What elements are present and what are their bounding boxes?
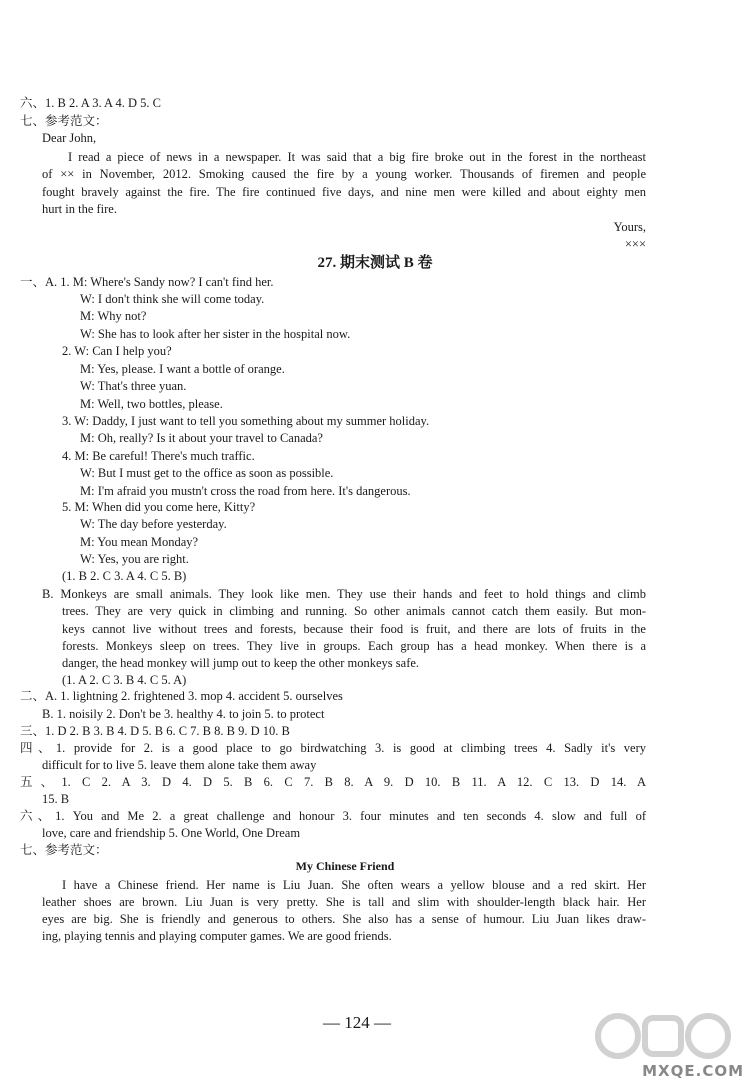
section-7-heading: 七、参考范文： — [20, 843, 108, 857]
dialogue-line: W: I don't think she will come today. — [80, 292, 265, 306]
passage-line: keys cannot live without trees and forests, because their food is fruit, and there are lots of fruits in the — [62, 622, 646, 636]
dialogue-line: M: Yes, please. I want a bottle of orange. — [80, 362, 285, 376]
dialogue-line: W: She has to look after her sister in the hospital now. — [80, 327, 351, 341]
dialogue-line: M: Well, two bottles, please. — [80, 397, 223, 411]
essay-title: My Chinese Friend — [295, 859, 395, 873]
answer-key: (1. A 2. C 3. B 4. C 5. A) — [62, 673, 187, 687]
passage-line: forests. Monkeys sleep on trees. They live in groups. Each group has a head monkey. When there is a — [62, 639, 646, 653]
section-7-heading: 七、参考范文： — [20, 114, 108, 128]
answer-line: 四、1. provide for 2. is a good place to go birdwatching 3. is good at climbing trees 4. Sadly it's very — [20, 741, 646, 755]
answer-line: 15. B — [42, 792, 70, 806]
dialogue-line: 5. M: When did you come here, Kitty? — [62, 500, 256, 514]
answer-line: 三、1. D 2. B 3. B 4. D 5. B 6. C 7. B 8. B 9. D 10. B — [20, 724, 290, 738]
letter-closing: Yours, — [613, 220, 646, 234]
answer-line: 六、1. You and Me 2. a great challenge and honour 3. four minutes and ten seconds 4. slow and full of — [20, 809, 646, 823]
watermark-text: MXQE.COM — [642, 1062, 744, 1080]
dialogue-line: M: Why not? — [80, 309, 147, 323]
answer-line: difficult for to live 5. leave them alone take them away — [42, 758, 317, 772]
answer-line: 五、1. C 2. A 3. D 4. D 5. B 6. C 7. B 8. A 9. D 10. B 11. A 12. C 13. D 14. A — [20, 775, 646, 789]
answer-line: love, care and friendship 5. One World, One Dream — [42, 826, 301, 840]
section-title: 27. 期末测试 B 卷 — [317, 255, 433, 271]
essay-line: ing, playing tennis and playing computer games. We are good friends. — [42, 929, 392, 943]
letter-signature: ××× — [624, 237, 646, 251]
essay-line: leather shoes are brown. Liu Juan is very pretty. She is tall and slim with shoulder-length black hair. Her — [42, 895, 646, 909]
answer-line: B. 1. noisily 2. Don't be 3. healthy 4. to join 5. to protect — [42, 707, 325, 721]
letter-text-line: fought bravely against the fire. The fire continued five days, and nine men were killed and about eighty men — [42, 185, 646, 199]
letter-greeting: Dear John, — [42, 131, 97, 145]
page-number: — 124 — — [323, 1013, 391, 1032]
dialogue-line: 2. W: Can I help you? — [62, 344, 172, 358]
dialogue-line: 一、A. 1. M: Where's Sandy now? I can't find her. — [20, 275, 274, 289]
passage-line: B. Monkeys are small animals. They look like men. They use their hands and feet to hold things and climb — [42, 587, 646, 601]
essay-line: eyes are big. She is friendly and generous to others. She also has a sense of humour. Liu Juan likes draw- — [42, 912, 646, 926]
essay-line: I have a Chinese friend. Her name is Liu Juan. She often wears a yellow blouse and a red skirt. Her — [62, 878, 646, 892]
answer-key: (1. B 2. C 3. A 4. C 5. B) — [62, 569, 187, 583]
dialogue-line: W: Yes, you are right. — [80, 552, 189, 566]
answer-line: 二、A. 1. lightning 2. frightened 3. mop 4. accident 5. ourselves — [20, 689, 343, 703]
dialogue-line: W: The day before yesterday. — [80, 517, 227, 531]
passage-line: trees. They are very quick in climbing and running. So other animals cannot catch them easily. But mon- — [62, 604, 646, 618]
dialogue-line: M: You mean Monday? — [80, 535, 199, 549]
answer-line-6: 六、1. B 2. A 3. A 4. D 5. C — [20, 96, 161, 110]
dialogue-line: W: But I must get to the office as soon as possible. — [80, 466, 334, 480]
passage-line: danger, the head monkey will jump out to keep the other monkeys safe. — [62, 656, 420, 670]
dialogue-line: 4. M: Be careful! There's much traffic. — [62, 449, 255, 463]
letter-text-line: of ×× in November, 2012. Smoking caused the fire by a young worker. Thousands of firemen and people — [42, 167, 646, 181]
dialogue-line: W: That's three yuan. — [80, 379, 187, 393]
letter-text-line: I read a piece of news in a newspaper. It was said that a big fire broke out in the forest in the northeast — [68, 150, 646, 164]
dialogue-line: M: I'm afraid you mustn't cross the road from here. It's dangerous. — [80, 484, 411, 498]
letter-text-line: hurt in the fire. — [42, 202, 117, 216]
dialogue-line: 3. W: Daddy, I just want to tell you something about my summer holiday. — [62, 414, 430, 428]
dialogue-line: M: Oh, really? Is it about your travel to Canada? — [80, 431, 323, 445]
